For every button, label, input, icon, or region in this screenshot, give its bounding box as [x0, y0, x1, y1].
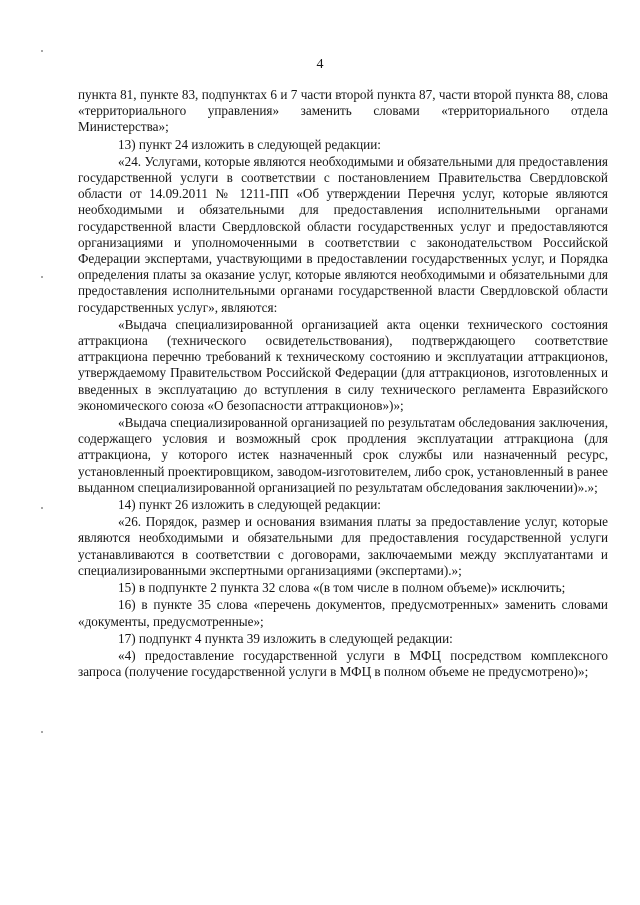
- paragraph-quote-2: «Выдача специализированной организацией по результатам обследования заключения, содержащего условия и возможный срок продления эксплуатации аттракциона (для аттракциона, у которого истек назначенный срок службы или назначенный ресурс, установленный проектировщиком, заводом-изготовителем, либо срок, установленный в ранее выданном специализированной организацией по результатам обследования заключении)».»;: [78, 415, 608, 495]
- page-number: 4: [316, 57, 324, 72]
- paragraph-item-13: 13) пункт 24 изложить в следующей редакции:: [118, 136, 381, 152]
- paragraph-quote-1: «Выдача специализированной организацией акта оценки технического состояния аттракциона (технического освидетельствования), подтверждающего соответствие аттракциона перечню требований к техническому состоянию и эксплуатации аттракционов, утверждаемому Правительством Российской Федерации (для аттракционов, изготовленных и введенных в эксплуатацию до вступления в силу технического регламента Евразийского экономического союза «О безопасности аттракционов»)»;: [78, 316, 608, 413]
- paragraph-clause-26: «26. Порядок, размер и основания взимания платы за предоставление услуг, которые являются необходимыми и обязательными для предоставления государственной услуги устанавливаются в соответствии с договорами, заключаемыми между эксплуатантами и специализированными экспертными организациями (экспертами).»;: [78, 514, 608, 578]
- paragraph-item-14: 14) пункт 26 изложить в следующей редакции:: [118, 497, 381, 513]
- paragraph-clause-24: «24. Услугами, которые являются необходимыми и обязательными для предоставления государственной услуги в соответствии с постановлением Правительства Свердловской области от 14.09.2011 № 1211-ПП «Об утверждении Перечня услуг, которые являются необходимыми и обязательными для предоставления исполнительными органами государственной власти Свердловской области государственных услуг и предоставляются организациями и уполномоченными в соответствии с законодательством Российской Федерации экспертами, участвующими в предоставлении государственных услуг, и Порядка определения платы за оказание услуг, которые являются необходимыми и обязательными для предоставления исполнительными органами государственной власти Свердловской области государственных услуг», являются:: [78, 153, 608, 315]
- margin-dot: [41, 50, 43, 52]
- document-body: [78, 87, 608, 680]
- paragraph-continuation: пункта 81, пункте 83, подпунктах 6 и 7 части второй пункта 87, части второй пункта 88, слова «территориального управления» заменить словами «территориального отдела Министерства»;: [78, 87, 608, 135]
- paragraph-clause-4: «4) предоставление государственной услуги в МФЦ посредством комплексного запроса (получение государственной услуги в МФЦ в полном объеме не предусмотрено)»;: [78, 647, 608, 680]
- margin-dot: [41, 731, 43, 733]
- margin-dot: [41, 507, 43, 509]
- paragraph-item-15: 15) в подпункте 2 пункта 32 слова «(в том числе в полном объеме)» исключить;: [118, 580, 566, 596]
- paragraph-item-16: 16) в пункте 35 слова «перечень документов, предусмотренных» заменить словами «документы, предусмотренные»;: [78, 597, 608, 629]
- paragraph-item-17: 17) подпункт 4 пункта 39 изложить в следующей редакции:: [118, 630, 453, 646]
- margin-dot: [41, 276, 43, 278]
